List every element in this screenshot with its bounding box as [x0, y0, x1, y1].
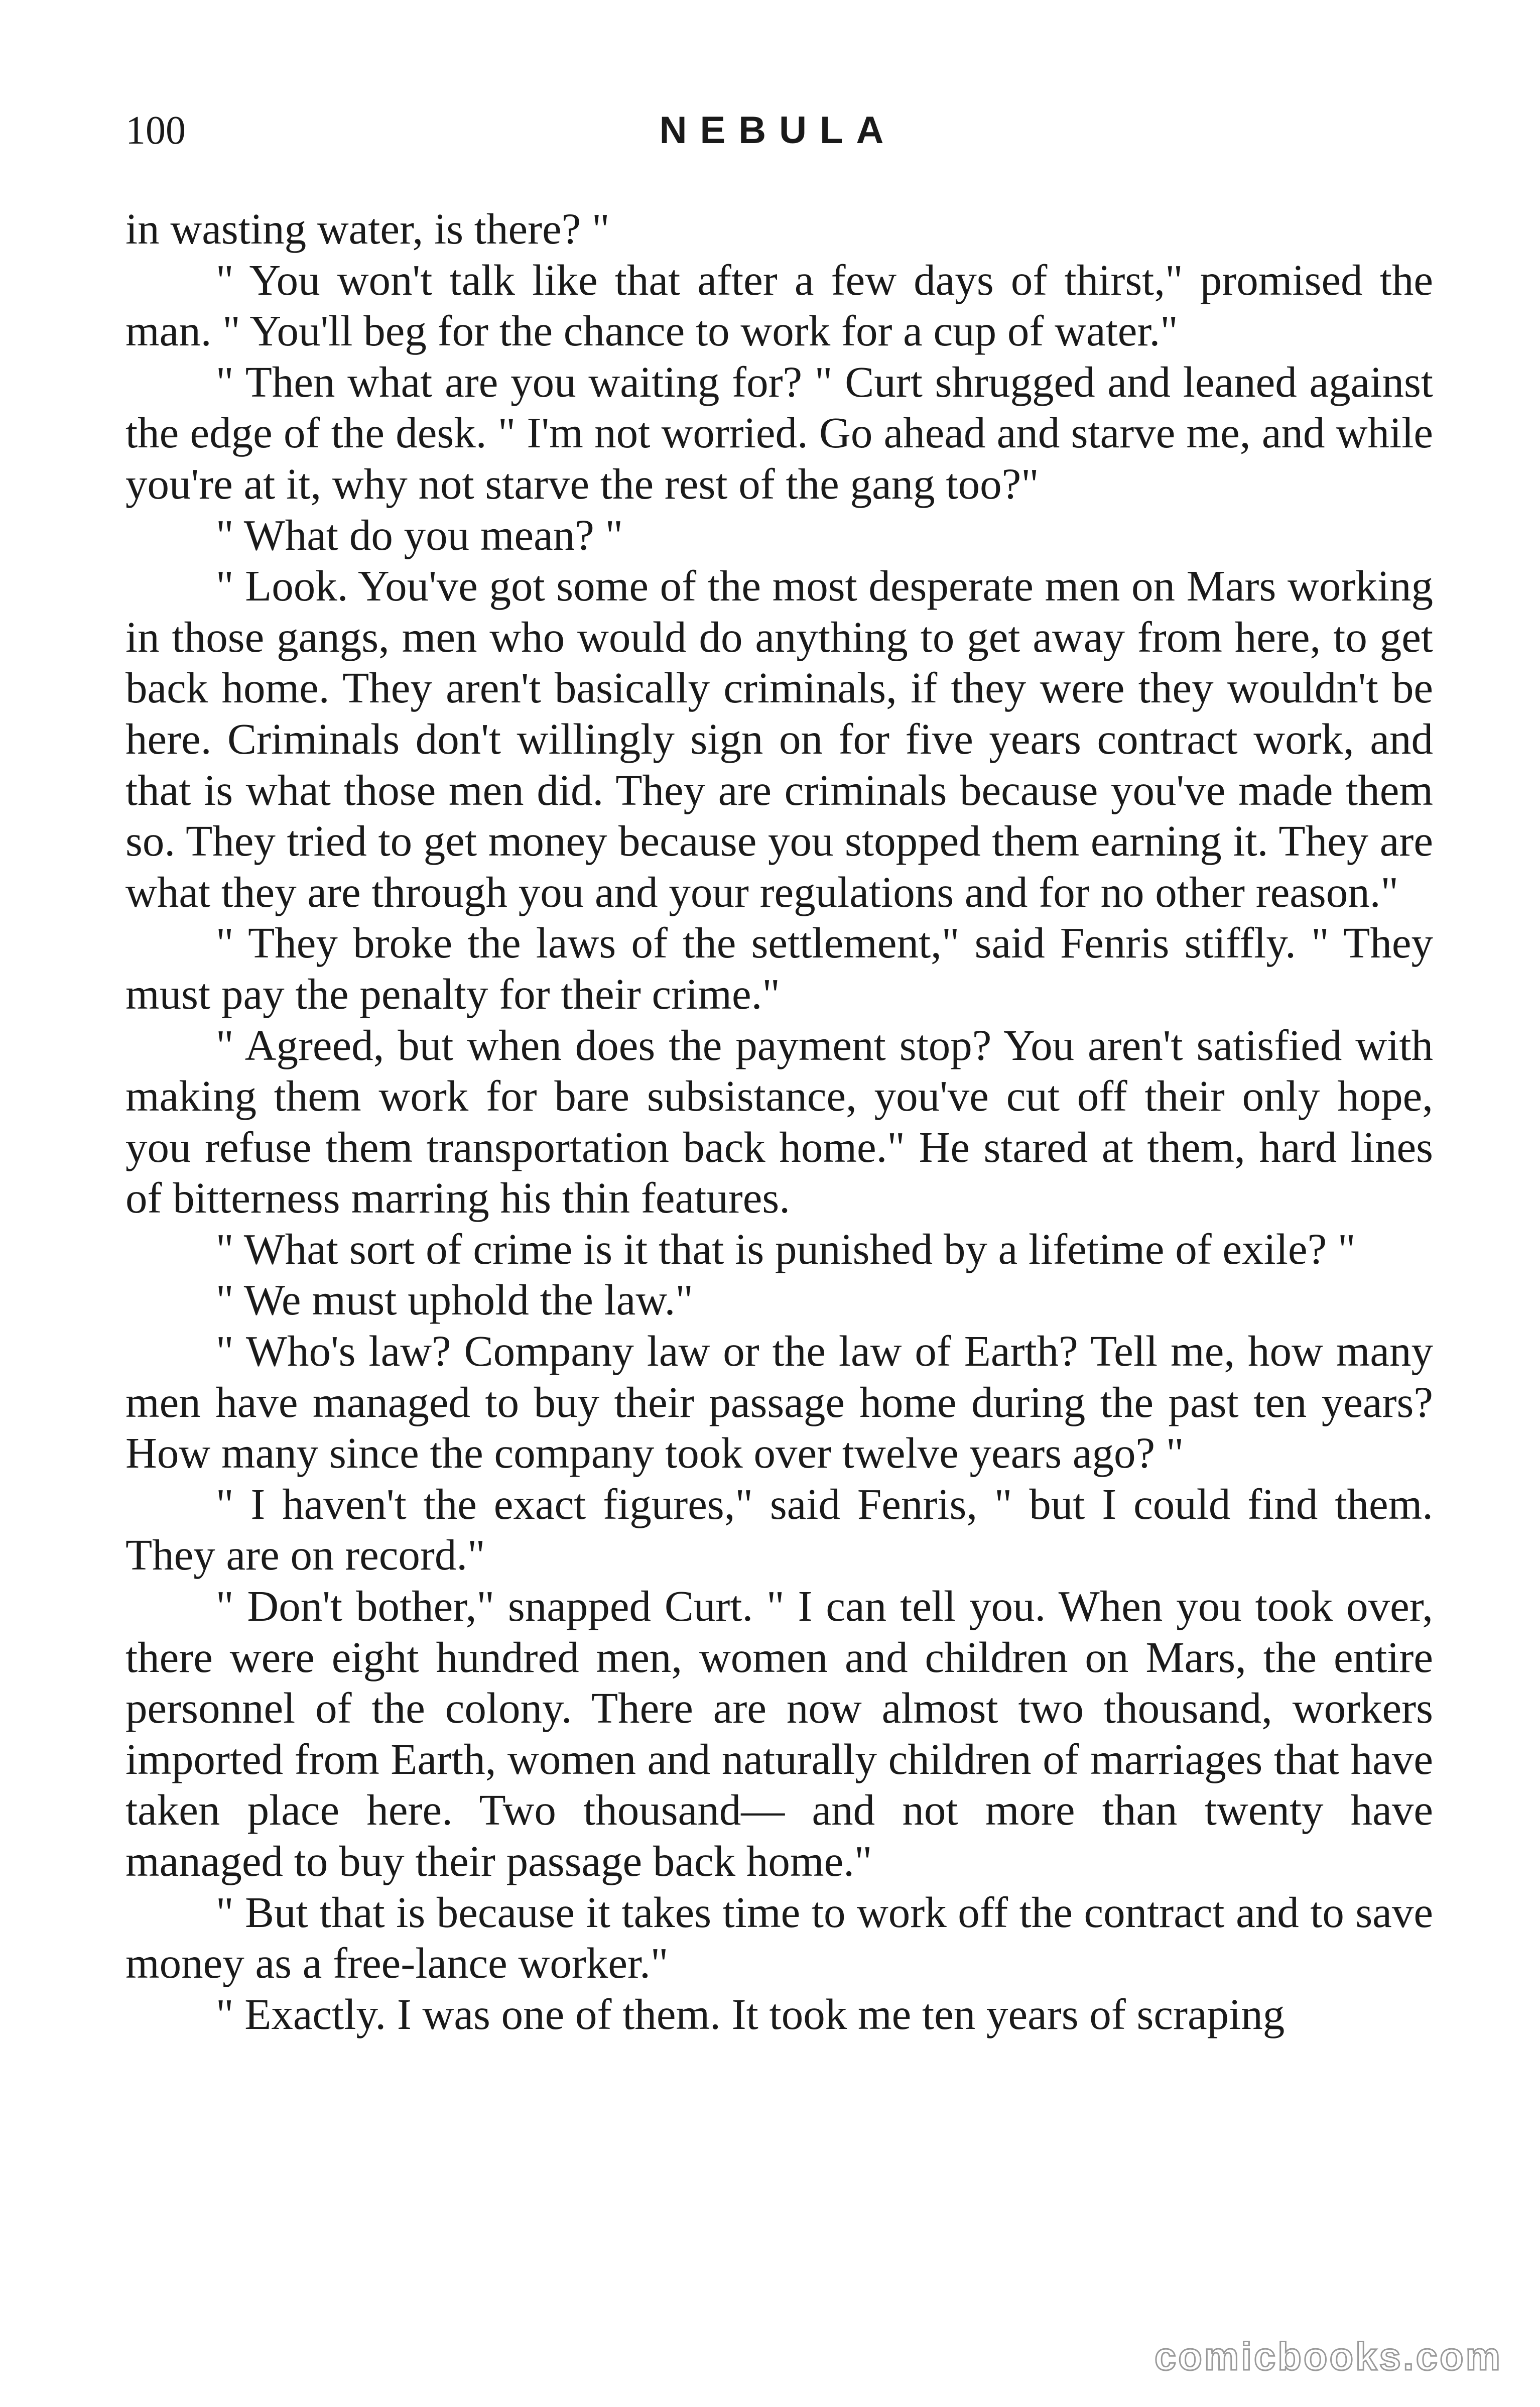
watermark: comicbooks.com	[1154, 2334, 1502, 2378]
paragraph: " What do you mean? "	[216, 510, 623, 559]
paragraph: " You won't talk like that after a few days of thirst," promised the man. " You'll beg for the chance to work for a cup of water."	[125, 255, 1433, 355]
body-text	[125, 203, 1433, 2039]
paragraph: " We must uphold the law."	[216, 1275, 693, 1325]
paragraph: " Don't bother," snapped Curt. " I can tell you. When you took over, there were eight hundred men, women and children on Mars, the entire personnel of the colony. There are now almost two thousand, workers imported from Earth, women and naturally children of marriages that have taken place here. Two thousand— and not more than twenty have managed to buy their passage back home."	[125, 1582, 1433, 1885]
paragraph: " Then what are you waiting for? " Curt shrugged and leaned against the edge of the desk. " I'm not worried. Go ahead and starve me, and while you're at it, why not starve the rest of the gang too?"	[125, 357, 1433, 508]
paragraph: in wasting water, is there? "	[125, 204, 610, 253]
paragraph: " Who's law? Company law or the law of Earth? Tell me, how many men have managed to buy their passage home during the past ten years? How many since the company took over twelve years ago? "	[125, 1327, 1433, 1478]
page-number: 100	[125, 108, 186, 153]
paragraph: " What sort of crime is it that is punished by a lifetime of exile? "	[216, 1224, 1356, 1273]
paragraph: " They broke the laws of the settlement," said Fenris stiffly. " They must pay the penalty for their crime."	[125, 918, 1433, 1018]
running-title: NEBULA	[659, 109, 897, 152]
page-header	[125, 100, 1431, 161]
paragraph: " Look. You've got some of the most desperate men on Mars working in those gangs, men who would do anything to get away from here, to get back home. They aren't basically criminals, if they were they wouldn't be here. Criminals don't willingly sign on for five years contract work, and that is what those men did. They are criminals because you've made them so. They tried to get money because you stopped them earning it. They are what they are through you and your regulations and for no other reason."	[125, 561, 1433, 916]
paragraph: " Exactly. I was one of them. It took me ten years of scraping	[216, 1989, 1285, 2038]
paragraph: " But that is because it takes time to work off the contract and to save money as a free-lance worker."	[125, 1887, 1433, 1988]
paragraph: " Agreed, but when does the payment stop? You aren't satisfied with making them work for bare subsistance, you've cut off their only hope, you refuse them transportation back home." He stared at them, hard lines of bitterness marring his thin features.	[125, 1020, 1433, 1223]
paragraph: " I haven't the exact figures," said Fenris, " but I could find them. They are on record."	[125, 1479, 1433, 1580]
